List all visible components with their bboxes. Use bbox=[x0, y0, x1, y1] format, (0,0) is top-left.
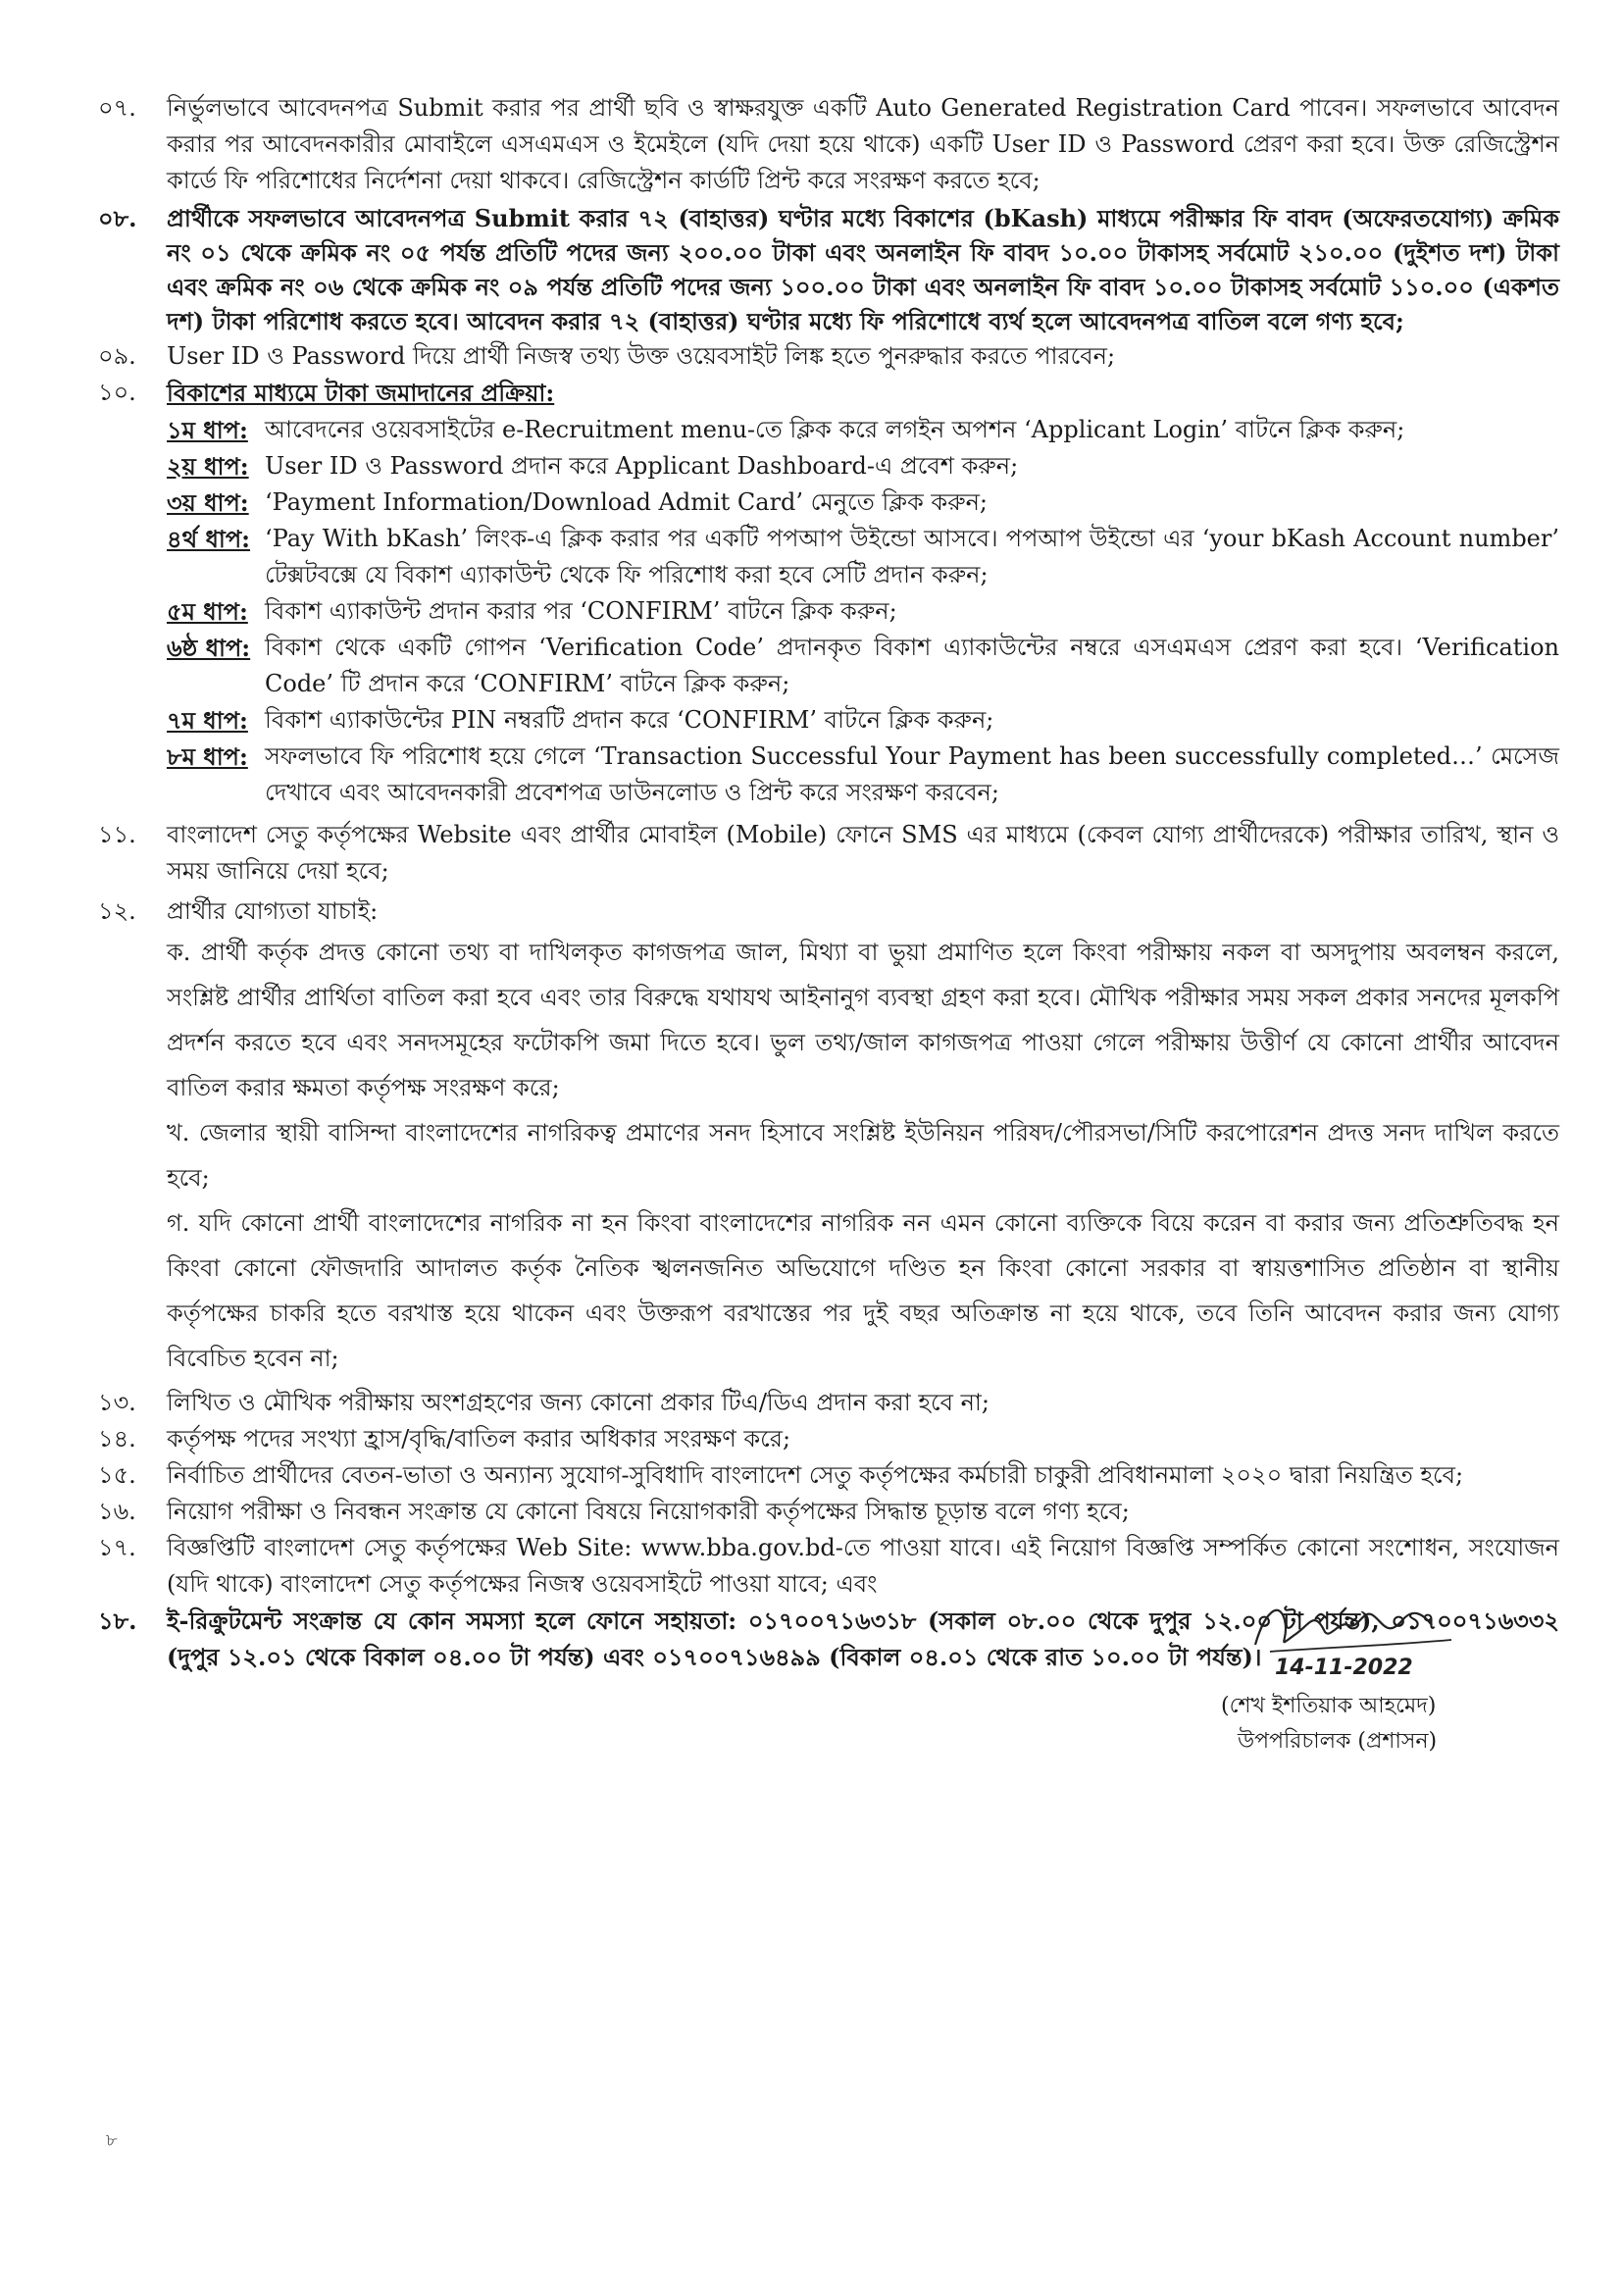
step-label: ১ম ধাপ: bbox=[167, 416, 248, 444]
item-number: ১১. bbox=[98, 821, 136, 848]
step-label: ৫ম ধাপ: bbox=[167, 597, 248, 626]
eligibility-clause-ga: গ. যদি কোনো প্রার্থী বাংলাদেশের নাগরিক না হন কিংবা বাংলাদেশের নাগরিক নন এমন কোনো ব্যক্তিকে বিয়ে করেন বা করার জন্য প্রতিশ্রুতিবদ্ধ হন কিংবা কোনো ফৌজদারি আদালত কর্তৃক নৈতিক স্খলনজনিত অভিযোগে দণ্ডিত হন কিংবা কোনো সরকার বা স্বায়ত্তশাসিত প্রতিষ্ঠান বা স্থানীয় কর্তৃপক্ষের চাকরি হতে বরখাস্ত হয়ে থাকেন এবং উক্তরূপ বরখাস্তের পর দুই বছর অতিক্রান্ত না হয়ে থাকে, তবে তিনি আবেদন করার জন্য যোগ্য বিবেচিত হবেন না; bbox=[167, 1209, 1559, 1372]
step-2 bbox=[167, 448, 1559, 484]
list-item-15 bbox=[98, 1457, 1559, 1494]
step-text: আবেদনের ওয়েবসাইটের e-Recruitment menu-তে ক্লিক করে লগইন অপশন ‘Applicant Login’ বাটনে ক্লিক করুন; bbox=[265, 416, 1405, 443]
step-text: সফলভাবে ফি পরিশোধ হয়ে গেলে ‘Transaction Successful Your Payment has been successfully completed…’ মেসেজ দেখাবে এবং আবেদনকারী প্রবেশপত্র ডাউনলোড ও প্রিন্ট করে সংরক্ষণ করবেন; bbox=[265, 742, 1559, 806]
list-item-11 bbox=[98, 817, 1559, 890]
item-number: ১৩. bbox=[98, 1389, 136, 1416]
item-number: ১৫. bbox=[98, 1461, 136, 1489]
step-text: ‘Pay With bKash’ লিংক-এ ক্লিক করার পর একটি পপআপ উইন্ডো আসবে। পপআপ উইন্ডো এর ‘your bKash Account number’ টেক্সটবক্সে যে বিকাশ এ্যাকাউন্ট থেকে ফি পরিশোধ করা হবে সেটি প্রদান করুন; bbox=[265, 525, 1559, 588]
item-number: ১০. bbox=[98, 379, 136, 406]
item-number: ০৭. bbox=[98, 94, 136, 122]
eligibility-clause-kha: খ. জেলার স্থায়ী বাসিন্দা বাংলাদেশের নাগরিকত্ব প্রমাণের সনদ হিসাবে সংশ্লিষ্ট ইউনিয়ন পরিষদ/পৌরসভা/সিটি করপোরেশন প্রদত্ত সনদ দাখিল করতে হবে; bbox=[167, 1119, 1559, 1192]
step-label: ৮ম ধাপ: bbox=[167, 742, 248, 771]
list-item-08 bbox=[98, 201, 1559, 338]
item-text: ই-রিক্রুটমেন্ট সংক্রান্ত যে কোন সমস্যা হলে ফোনে সহায়তা: ০১৭০০৭১৬৩১৮ (সকাল ০৮.০০ থেকে দুপুর ১২.০০ টা পর্যন্ত), ০১৭০০৭১৬৩৩২ (দুপুর ১২.০১ থেকে বিকাল ০৪.০০ টা পর্যন্ত) এবং ০১৭০০৭১৬৪৯৯ (বিকাল ০৪.০১ থেকে রাত ১০.০০ টা পর্যন্ত)। bbox=[167, 1606, 1559, 1671]
item-text: User ID ও Password দিয়ে প্রার্থী নিজস্ব তথ্য উক্ত ওয়েবসাইট লিঙ্ক হতে পুনরুদ্ধার করতে পারবেন; bbox=[167, 342, 1116, 370]
step-6 bbox=[167, 630, 1559, 702]
step-1 bbox=[167, 412, 1559, 448]
step-text: বিকাশ থেকে একটি গোপন ‘Verification Code’ প্রদানকৃত বিকাশ এ্যাকাউন্টের নম্বরে এসএমএস প্রেরণ করা হবে। ‘Verification Code’ টি প্রদান করে ‘CONFIRM’ বাটনে ক্লিক করুন; bbox=[265, 634, 1559, 697]
signature-date: 14-11-2022 bbox=[1275, 1656, 1413, 1680]
item-number: ১৬. bbox=[98, 1498, 136, 1525]
list-item-07 bbox=[98, 90, 1559, 199]
item-text: নির্বাচিত প্রার্থীদের বেতন-ভাতা ও অন্যান্য সুযোগ-সুবিধাদি বাংলাদেশ সেতু কর্তৃপক্ষের কর্মচারী চাকুরী প্রবিধানমালা ২০২০ দ্বারা নিয়ন্ত্রিত হবে; bbox=[167, 1461, 1464, 1489]
item-text: বিজ্ঞপ্তিটি বাংলাদেশ সেতু কর্তৃপক্ষের Web Site: www.bba.gov.bd-তে পাওয়া যাবে। এই নিয়োগ বিজ্ঞপ্তি সম্পর্কিত কোনো সংশোধন, সংযোজন (যদি থাকে) বাংলাদেশ সেতু কর্তৃপক্ষের নিজস্ব ওয়েবসাইটে পাওয়া যাবে; এবং bbox=[167, 1534, 1559, 1598]
item-text: নিয়োগ পরীক্ষা ও নিবন্ধন সংক্রান্ত যে কোনো বিষয়ে নিয়োগকারী কর্তৃপক্ষের সিদ্ধান্ত চূড়ান্ত বলে গণ্য হবে; bbox=[167, 1498, 1130, 1525]
list-item-12 bbox=[98, 893, 1559, 930]
step-text: User ID ও Password প্রদান করে Applicant Dashboard-এ প্রবেশ করুন; bbox=[265, 452, 1019, 480]
list-item-10 bbox=[98, 375, 1559, 412]
step-label: ৬ষ্ঠ ধাপ: bbox=[167, 634, 251, 662]
signatory-name: (শেখ ইশতিয়াক আহমেদ) bbox=[1221, 1694, 1437, 1718]
item-number: ১৪. bbox=[98, 1425, 136, 1453]
step-text: বিকাশ এ্যাকাউন্ট প্রদান করার পর ‘CONFIRM’ বাটনে ক্লিক করুন; bbox=[265, 597, 897, 625]
item-text: প্রার্থীকে সফলভাবে আবেদনপত্র Submit করার ৭২ (বাহাত্তর) ঘণ্টার মধ্যে বিকাশের (bKash) মাধ্যমে পরীক্ষার ফি বাবদ (অফেরতযোগ্য) ক্রমিক নং ০১ থেকে ক্রমিক নং ০৫ পর্যন্ত প্রতিটি পদের জন্য ২০০.০০ টাকা এবং অনলাইন ফি বাবদ ১০.০০ টাকাসহ সর্বমোট ২১০.০০ (দুইশত দশ) টাকা এবং ক্রমিক নং ০৬ থেকে ক্রমিক নং ০৯ পর্যন্ত প্রতিটি পদের জন্য ১০০.০০ টাকা এবং অনলাইন ফি বাবদ ১০.০০ টাকাসহ সর্বমোট ১১০.০০ (একশত দশ) টাকা পরিশোধ করতে হবে। আবেদন করার ৭২ (বাহাত্তর) ঘণ্টার মধ্যে ফি পরিশোধে ব্যর্থ হলে আবেদনপত্র বাতিল বলে গণ্য হবে; bbox=[167, 204, 1559, 335]
list-item-09 bbox=[98, 338, 1559, 375]
instructions-list bbox=[98, 90, 1559, 1675]
item-text: প্রার্থীর যোগ্যতা যাচাই: bbox=[167, 897, 379, 925]
bkash-steps bbox=[98, 412, 1559, 811]
item-number: ১৭. bbox=[98, 1534, 136, 1561]
item-text: নির্ভুলভাবে আবেদনপত্র Submit করার পর প্রার্থী ছবি ও স্বাক্ষরযুক্ত একটি Auto Generated Registration Card পাবেন। সফলভাবে আবেদন করার পর আবেদনকারীর মোবাইলে এসএমএস ও ইমেইলে (যদি দেয়া হয়ে থাকে) একটি User ID ও Password প্রেরণ করা হবে। উক্ত রেজিস্ট্রেশন কার্ডে ফি পরিশোধের নির্দেশনা দেয়া থাকবে। রেজিস্ট্রেশন কার্ডটি প্রিন্ট করে সংরক্ষণ করতে হবে; bbox=[167, 94, 1559, 194]
eligibility-clause-ka: ক. প্রার্থী কর্তৃক প্রদত্ত কোনো তথ্য বা দাখিলকৃত কাগজপত্র জাল, মিথ্যা বা ভুয়া প্রমাণিত হলে কিংবা পরীক্ষায় নকল বা অসদুপায় অবলম্বন করলে, সংশ্লিষ্ট প্রার্থীর প্রার্থিতা বাতিল করা হবে এবং তার বিরুদ্ধে যথাযথ আইনানুগ ব্যবস্থা গ্রহণ করা হবে। মৌখিক পরীক্ষার সময় সকল প্রকার সনদের মূলকপি প্রদর্শন করতে হবে এবং সনদসমূহের ফটোকপি জমা দিতে হবে। ভুল তথ্য/জাল কাগজপত্র পাওয়া গেলে পরীক্ষায় উত্তীর্ণ যে কোনো প্রার্থীর আবেদন বাতিল করার ক্ষমতা কর্তৃপক্ষ সংরক্ষণ করে; bbox=[167, 939, 1559, 1101]
step-3 bbox=[167, 484, 1559, 521]
list-item-14 bbox=[98, 1421, 1559, 1457]
item-text: কর্তৃপক্ষ পদের সংখ্যা হ্রাস/বৃদ্ধি/বাতিল করার অধিকার সংরক্ষণ করে; bbox=[167, 1425, 791, 1453]
step-label: ২য় ধাপ: bbox=[167, 452, 249, 481]
item-number: ০৯. bbox=[98, 342, 136, 370]
item-number: ১৮. bbox=[98, 1606, 137, 1635]
step-4 bbox=[167, 521, 1559, 593]
item-heading: বিকাশের মাধ্যমে টাকা জমাদানের প্রক্রিয়া: bbox=[167, 379, 555, 407]
eligibility-clauses bbox=[98, 930, 1559, 1381]
item-text: লিখিত ও মৌখিক পরীক্ষায় অংশগ্রহণের জন্য কোনো প্রকার টিএ/ডিএ প্রদান করা হবে না; bbox=[167, 1389, 990, 1416]
item-number: ০৮. bbox=[98, 204, 137, 232]
step-7 bbox=[167, 702, 1559, 739]
signatory-title: উপপরিচালক (প্রশাসন) bbox=[1238, 1729, 1438, 1754]
step-5 bbox=[167, 593, 1559, 630]
step-text: ‘Payment Information/Download Admit Card’ মেনুতে ক্লিক করুন; bbox=[265, 488, 989, 516]
list-item-16 bbox=[98, 1494, 1559, 1530]
step-label: ৭ম ধাপ: bbox=[167, 706, 248, 735]
item-text: বাংলাদেশ সেতু কর্তৃপক্ষের Website এবং প্রার্থীর মোবাইল (Mobile) ফোনে SMS এর মাধ্যমে (কেবল যোগ্য প্রার্থীদেরকে) পরীক্ষার তারিখ, স্থান ও সময় জানিয়ে দেয়া হবে; bbox=[167, 821, 1559, 885]
step-label: ৩য় ধাপ: bbox=[167, 488, 249, 517]
list-item-13 bbox=[98, 1385, 1559, 1421]
page-mark: ৮ bbox=[106, 2130, 118, 2151]
step-text: বিকাশ এ্যাকাউন্টের PIN নম্বরটি প্রদান করে ‘CONFIRM’ বাটনে ক্লিক করুন; bbox=[265, 706, 994, 734]
step-8 bbox=[167, 739, 1559, 811]
item-number: ১২. bbox=[98, 897, 136, 925]
step-label: ৪র্থ ধাপ: bbox=[167, 525, 251, 553]
